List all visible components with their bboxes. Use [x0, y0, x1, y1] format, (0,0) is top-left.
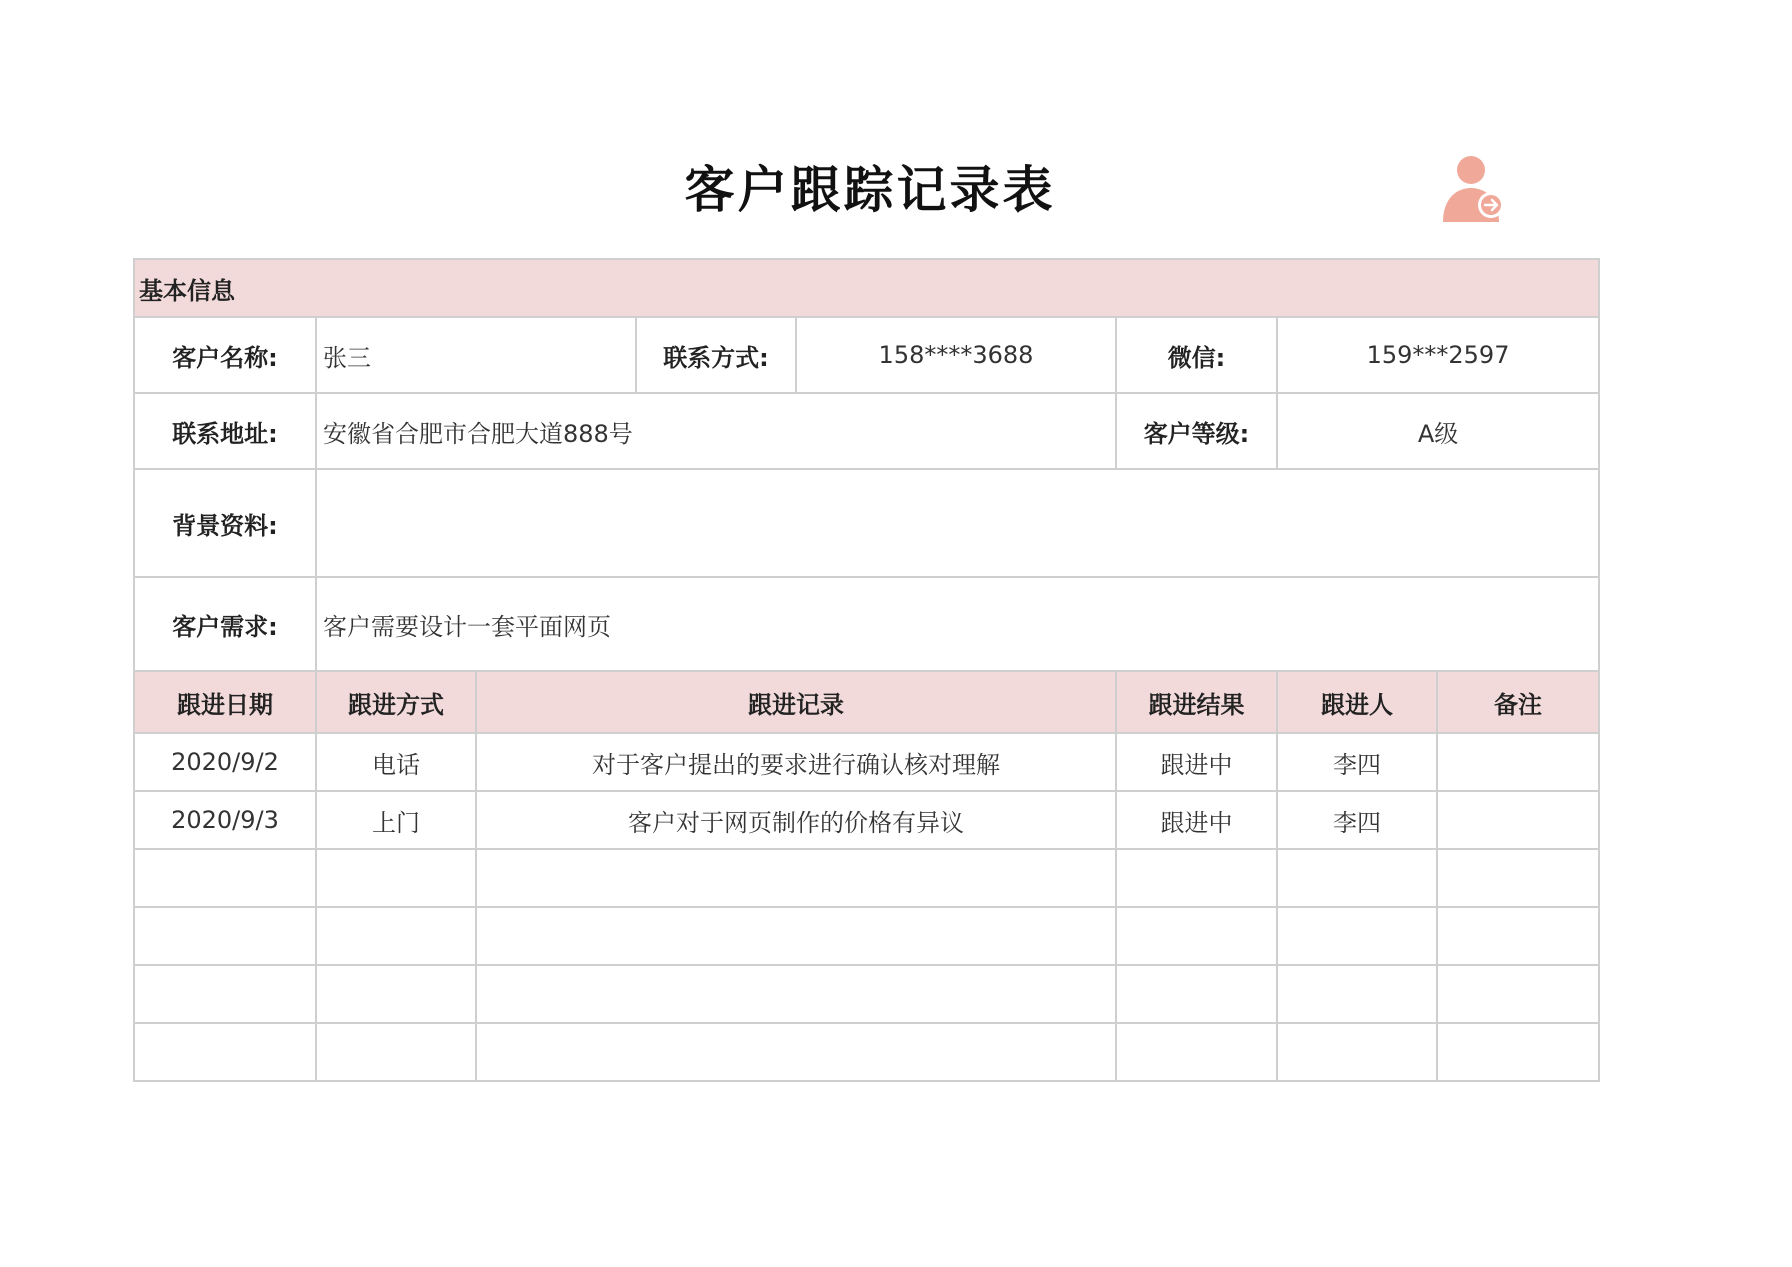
cell-result[interactable] [1116, 965, 1277, 1023]
background-value[interactable] [316, 469, 1599, 577]
address-value[interactable]: 安徽省合肥市合肥大道888号 [316, 393, 1116, 469]
table-row [134, 965, 1599, 1023]
cell-result[interactable]: 跟进中 [1116, 791, 1277, 849]
cell-method[interactable] [316, 849, 476, 907]
col-header-person: 跟进人 [1277, 671, 1437, 733]
cell-note[interactable] [1437, 965, 1599, 1023]
cell-method[interactable] [316, 965, 476, 1023]
cell-date[interactable] [134, 849, 316, 907]
cell-note[interactable] [1437, 1023, 1599, 1081]
level-value[interactable]: A级 [1277, 393, 1599, 469]
cell-result[interactable] [1116, 907, 1277, 965]
needs-label: 客户需求: [134, 577, 316, 671]
cell-person[interactable]: 李四 [1277, 791, 1437, 849]
customer-name-value[interactable]: 张三 [316, 317, 636, 393]
cell-method[interactable] [316, 907, 476, 965]
wechat-label: 微信: [1116, 317, 1277, 393]
user-arrow-icon [1430, 150, 1520, 240]
cell-person[interactable] [1277, 907, 1437, 965]
page-title: 客户跟踪记录表 [684, 161, 1056, 219]
cell-date[interactable] [134, 965, 316, 1023]
table-row [134, 849, 1599, 907]
phone-label: 联系方式: [636, 317, 796, 393]
col-header-record: 跟进记录 [476, 671, 1116, 733]
cell-method[interactable]: 上门 [316, 791, 476, 849]
cell-note[interactable] [1437, 791, 1599, 849]
cell-person[interactable] [1277, 1023, 1437, 1081]
tracking-table [133, 258, 1600, 1082]
background-label: 背景资料: [134, 469, 316, 577]
cell-method[interactable] [316, 1023, 476, 1081]
level-label: 客户等级: [1116, 393, 1277, 469]
address-label: 联系地址: [134, 393, 316, 469]
cell-date[interactable] [134, 907, 316, 965]
customer-name-label: 客户名称: [134, 317, 316, 393]
cell-record[interactable]: 对于客户提出的要求进行确认核对理解 [476, 733, 1116, 791]
col-header-method: 跟进方式 [316, 671, 476, 733]
cell-record[interactable] [476, 965, 1116, 1023]
table-row [134, 907, 1599, 965]
cell-person[interactable] [1277, 965, 1437, 1023]
section-basic-info: 基本信息 [134, 259, 1599, 317]
table-row [134, 733, 1599, 791]
cell-date[interactable] [134, 1023, 316, 1081]
cell-record[interactable] [476, 907, 1116, 965]
col-header-result: 跟进结果 [1116, 671, 1277, 733]
cell-method[interactable]: 电话 [316, 733, 476, 791]
cell-record[interactable] [476, 849, 1116, 907]
col-header-note: 备注 [1437, 671, 1599, 733]
cell-result[interactable]: 跟进中 [1116, 733, 1277, 791]
cell-date[interactable]: 2020/9/3 [134, 791, 316, 849]
cell-record[interactable] [476, 1023, 1116, 1081]
table-row [134, 791, 1599, 849]
cell-note[interactable] [1437, 907, 1599, 965]
phone-value[interactable]: 158****3688 [796, 317, 1116, 393]
cell-note[interactable] [1437, 733, 1599, 791]
col-header-date: 跟进日期 [134, 671, 316, 733]
needs-value[interactable]: 客户需要设计一套平面网页 [316, 577, 1599, 671]
cell-person[interactable] [1277, 849, 1437, 907]
tracking-sheet [133, 258, 1598, 1082]
wechat-value[interactable]: 159***2597 [1277, 317, 1599, 393]
cell-person[interactable]: 李四 [1277, 733, 1437, 791]
cell-date[interactable]: 2020/9/2 [134, 733, 316, 791]
cell-result[interactable] [1116, 1023, 1277, 1081]
cell-record[interactable]: 客户对于网页制作的价格有异议 [476, 791, 1116, 849]
cell-note[interactable] [1437, 849, 1599, 907]
table-row [134, 1023, 1599, 1081]
cell-result[interactable] [1116, 849, 1277, 907]
